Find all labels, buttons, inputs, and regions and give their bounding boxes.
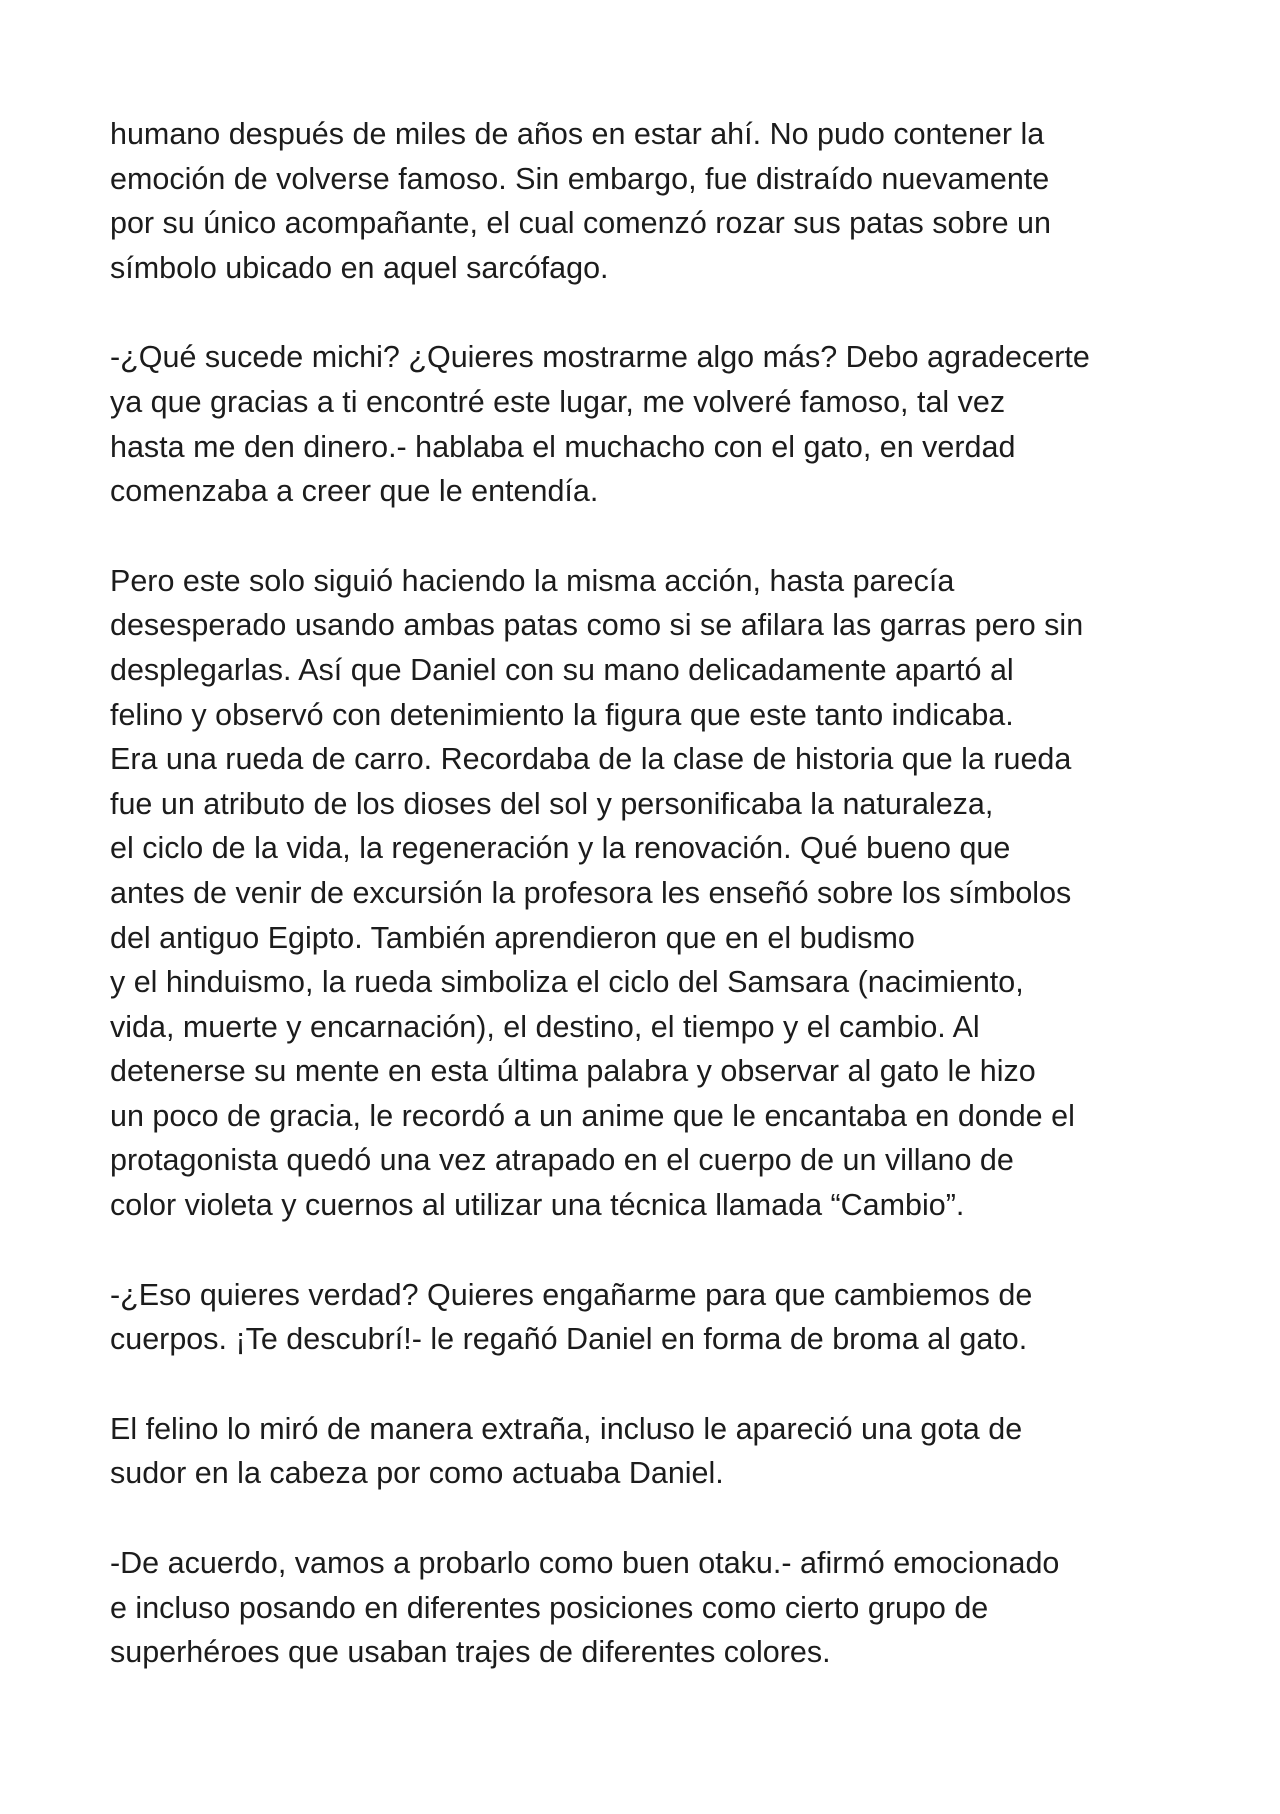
- paragraph: [110, 335, 1190, 513]
- text-line: -¿Eso quieres verdad? Quieres engañarme para que cambiemos de: [110, 1277, 1033, 1312]
- text-line: símbolo ubicado en aquel sarcófago.: [110, 250, 609, 285]
- text-line: humano después de miles de años en estar ahí. No pudo contener la: [110, 117, 1045, 151]
- text-line: vida, muerte y encarnación), el destino, el tiempo y el cambio. Al: [110, 1009, 980, 1044]
- text-line: hasta me den dinero.- hablaba el muchacho con el gato, en verdad: [110, 429, 1016, 464]
- text-line: antes de venir de excursión la profesora les enseñó sobre los símbolos: [110, 875, 1072, 910]
- text-line: comenzaba a creer que le entendía.: [110, 474, 599, 509]
- text-line: cuerpos. ¡Te descubrí!- le regañó Daniel en forma de broma al gato.: [110, 1322, 1028, 1357]
- paragraph: [110, 1407, 1190, 1496]
- text-line: ya que gracias a ti encontré este lugar, me volveré famoso, tal vez: [110, 384, 1006, 419]
- text-line: desesperado usando ambas patas como si se afilara las garras pero sin: [110, 608, 1084, 643]
- text-line: color violeta y cuernos al utilizar una técnica llamada “Cambio”.: [110, 1188, 965, 1223]
- text-line: El felino lo miró de manera extraña, incluso le apareció una gota de: [110, 1411, 1023, 1446]
- text-line: sudor en la cabeza por como actuaba Daniel.: [110, 1456, 724, 1491]
- text-line: detenerse su mente en esta última palabra y observar al gato le hizo: [110, 1054, 1036, 1089]
- text-line: superhéroes que usaban trajes de diferentes colores.: [110, 1635, 831, 1670]
- text-line: del antiguo Egipto. También aprendieron que en el budismo: [110, 920, 915, 955]
- paragraph: [110, 1541, 1190, 1675]
- text-line: el ciclo de la vida, la regeneración y la renovación. Qué bueno que: [110, 831, 1011, 866]
- text-line: felino y observó con detenimiento la figura que este tanto indicaba.: [110, 697, 1014, 732]
- text-line: fue un atributo de los dioses del sol y personificaba la naturaleza,: [110, 786, 994, 821]
- document-page: [110, 112, 1190, 1720]
- text-line: un poco de gracia, le recordó a un anime que le encantaba en donde el: [110, 1098, 1075, 1133]
- text-line: e incluso posando en diferentes posiciones como cierto grupo de: [110, 1590, 989, 1625]
- text-line: -De acuerdo, vamos a probarlo como buen otaku.- afirmó emocionado: [110, 1546, 1060, 1581]
- text-line: -¿Qué sucede michi? ¿Quieres mostrarme algo más? Debo agradecerte: [110, 340, 1090, 375]
- text-line: emoción de volverse famoso. Sin embargo, fue distraído nuevamente: [110, 161, 1050, 196]
- paragraph: [110, 112, 1190, 290]
- paragraph: [110, 1273, 1190, 1362]
- text-line: por su único acompañante, el cual comenzó rozar sus patas sobre un: [110, 206, 1051, 241]
- text-line: Pero este solo siguió haciendo la misma acción, hasta parecía: [110, 563, 955, 598]
- paragraph: [110, 559, 1190, 1228]
- text-line: y el hinduismo, la rueda simboliza el ciclo del Samsara (nacimiento,: [110, 965, 1024, 1000]
- text-line: Era una rueda de carro. Recordaba de la clase de historia que la rueda: [110, 742, 1072, 777]
- text-line: protagonista quedó una vez atrapado en el cuerpo de un villano de: [110, 1143, 1014, 1178]
- text-line: desplegarlas. Así que Daniel con su mano delicadamente apartó al: [110, 652, 1014, 687]
